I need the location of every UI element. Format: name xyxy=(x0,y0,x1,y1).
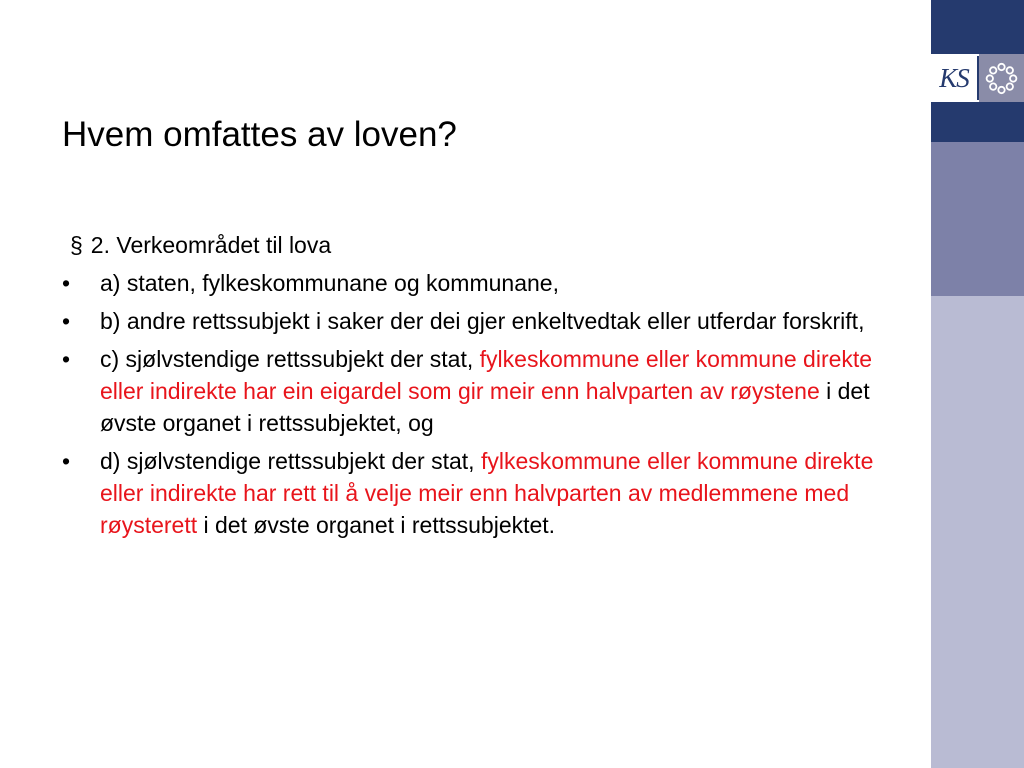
bullet-icon: • xyxy=(62,270,71,296)
bullet-icon: • xyxy=(62,346,71,372)
decor-band-top xyxy=(931,0,1024,54)
item-highlight-text: fylkeskommune eller kommune direkte eller indirekte har ein eigardel som gir meir enn halvparten av røystene xyxy=(100,346,873,404)
list-item-c xyxy=(62,343,902,439)
bullet-icon: • xyxy=(62,448,71,474)
list-item-d xyxy=(62,445,902,541)
list-item-a xyxy=(62,267,902,299)
ks-logo-text: KS xyxy=(939,63,969,93)
bullet-icon: • xyxy=(62,308,71,334)
decor-band-mid xyxy=(931,142,1024,296)
item-text: b) andre rettssubjekt i saker der dei gjer enkeltvedtak eller utferdar forskrift, xyxy=(100,308,865,334)
item-text: d) sjølvstendige rettssubjekt der stat, xyxy=(100,448,481,474)
item-text: c) sjølvstendige rettssubjekt der stat, xyxy=(100,346,480,372)
ks-emblem-icon xyxy=(979,54,1024,102)
section-heading xyxy=(62,229,902,261)
item-highlight-text: fylkeskommune eller kommune direkte eller indirekte har rett til å velje meir enn halvparten av medlemmene med røysterett xyxy=(100,448,874,538)
decor-band-dark xyxy=(931,102,1024,142)
decor-band-light xyxy=(931,296,1024,768)
item-text-end: i det øvste organet i rettssubjektet, og xyxy=(100,378,870,436)
slide-title: Hvem omfattes av loven? xyxy=(62,115,457,154)
item-text-end: i det øvste organet i rettssubjektet. xyxy=(197,512,556,538)
section-heading-text: 2. Verkeområdet til lova xyxy=(90,232,332,258)
list-item-b xyxy=(62,305,902,337)
item-text: a) staten, fylkeskommunane og kommunane, xyxy=(100,270,559,296)
slide-body xyxy=(62,229,902,547)
section-symbol: § xyxy=(70,232,83,258)
